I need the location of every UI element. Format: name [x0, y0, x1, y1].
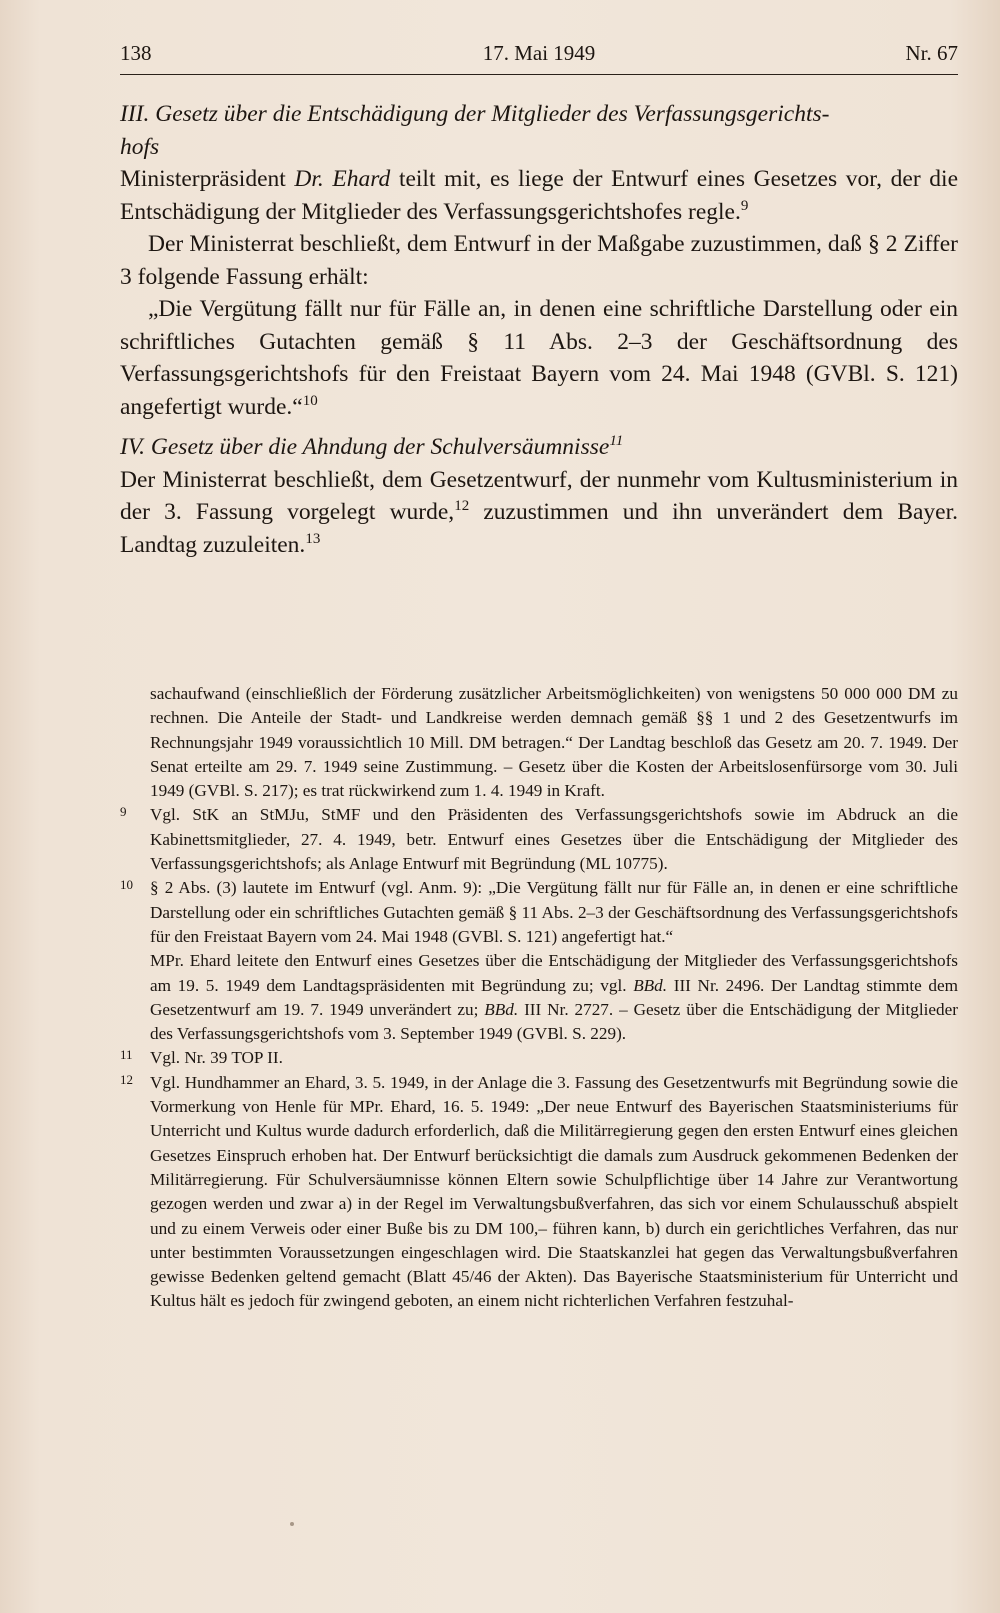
footnote-continuation: sachaufwand (einschließlich der Förderung zusätzlicher Arbeitsmöglichkeiten) von wenigstens 50 000 000 DM zu rechnen. Die Anteile der Stadt- und Landkreise werden demnach gemäß §§ 1 und 2 des Gesetzentwurfs im Rechnungsjahr 1949 voraussichtlich 10 Mill. DM betragen.“ Der Landtag beschloß das Gesetz am 20. 7. 1949. Der Senat erteilte am 29. 7. 1949 seine Zustimmung. – Gesetz über die Kosten der Arbeitslosenfürsorge vom 30. Juli 1949 (GVBl. S. 217); es trat rückwirkend zum 1. 4. 1949 in Kraft.	[150, 684, 958, 801]
footnote-number: 9	[120, 804, 127, 820]
section-4-title: IV. Gesetz über die Ahndung der Schulversäumnisse$^{11}$	[120, 433, 624, 460]
main-text	[120, 98, 958, 561]
section-3-title: III. Gesetz über die Entschädigung der Mitglieder des Verfassungsgerichts- hofs	[120, 101, 830, 160]
footnote-ref-10[interactable]: 10	[302, 392, 318, 409]
header-date: 17. Mai 1949	[482, 41, 596, 65]
person-name: Dr. Ehard	[294, 166, 391, 192]
footnote-number: 12	[120, 1071, 133, 1087]
footnote-number: 10	[120, 877, 133, 893]
page-number: 138	[120, 41, 152, 65]
footnotes	[120, 682, 958, 1314]
footnote-ref-13[interactable]: 13	[305, 530, 321, 547]
footnote-12: 12 Vgl. Hundhammer an Ehard, 3. 5. 1949, in der Anlage die 3. Fassung des Gesetzentwurfs mit Begründung sowie die Vormerkung von Henle für MPr. Ehard, 16. 5. 1949: „Der neue Entwurf des Bayerischen Staatsministeriums für Unterricht und Kultus wurde dadurch erforderlich, daß die Militärregierung gegen den ersten Entwurf eines gleichen Gesetzes Einspruch erhoben hat. Der Entwurf berücksichtigt die damals zum Ausdruck gekommenen Bedenken der Militärregierung. Für Schulversäumnisse können Eltern sowie Schulpflichtige über 14 Jahre zur Verantwortung gezogen werden und zwar a) in der Regel im Verwaltungsbußverfahren, das sich vor einem Schulausschuß abspielt und zu einem Verweis oder einer Buße bis zu DM 100,– führen kann, b) durch ein gerichtliches Verfahren, das nur unter bestimmten Voraussetzungen eingeschlagen wird. Die Staatskanzlei hat gegen das Verwaltungsbußverfahren gewisse Bedenken geltend gemacht (Blatt 45/46 der Akten). Das Bayerische Staatsministerium für Unterricht und Kultus hält es jedoch für zwingend geboten, an einem nicht richterlichen Verfahren festzuhal-	[120, 1071, 958, 1314]
footnote-9: 9 Vgl. StK an StMJu, StMF und den Präsidenten des Verfassungsgerichtshofs sowie im Abdruck an die Kabinettsmitglieder, 27. 4. 1949, betr. Entwurf eines Gesetzes über die Entschädigung der Mitglieder des Verfassungsgerichtshofs; als Anlage Entwurf mit Begründung (ML 10775).	[120, 803, 958, 876]
running-header	[120, 36, 958, 70]
footnote-number: 11	[120, 1047, 133, 1063]
header-rule	[120, 74, 958, 75]
section-3-paragraph-2: Der Ministerrat beschließt, dem Entwurf in der Maßgabe zuzustimmen, daß § 2 Ziffer 3 folgende Fassung erhält:	[120, 231, 958, 290]
footnote-ref-12[interactable]: 12	[454, 498, 470, 515]
footnote-ref-9[interactable]: 9	[740, 197, 749, 214]
section-3-paragraph-1: Ministerpräsident Dr. Ehard teilt mit, es liege der Entwurf eines Gesetzes vor, der die Entschädigung der Mitglieder des Verfassungsgerichtshofes regle.$^9$	[120, 166, 959, 225]
footnote-11: 11 Vgl. Nr. 39 TOP II.	[120, 1046, 958, 1070]
paper-speck	[290, 1522, 294, 1526]
section-3-quote: „Die Vergütung fällt nur für Fälle an, in denen eine schriftliche Darstellung oder ein schriftliches Gutachten gemäß § 11 Abs. 2–3 der Geschäftsordnung des Verfassungsgerichtshofs für den Freistaat Bayern vom 24. Mai 1948 (GVBl. S. 121) angefertigt wurde.“$^{10}$	[120, 296, 958, 420]
footnote-10-continuation: MPr. Ehard leitete den Entwurf eines Gesetzes über die Entschädigung der Mitglieder des Verfassungsgerichtshofs am 19. 5. 1949 dem Landtagspräsidenten mit Begründung zu; vgl. BBd. III Nr. 2496. Der Landtag stimmte dem Gesetzentwurf am 19. 7. 1949 unverändert zu; BBd. III Nr. 2727. – Gesetz über die Entschädigung der Mitglieder des Verfassungsgerichtshofs vom 3. September 1949 (GVBl. S. 229).	[150, 951, 958, 1044]
header-issue-number: Nr. 67	[905, 41, 958, 65]
footnote-10: 10 § 2 Abs. (3) lautete im Entwurf (vgl. Anm. 9): „Die Vergütung fällt nur für Fälle an, in denen er eine schriftliche Darstellung oder ein schriftliches Gutachten gemäß § 11 Abs. 2–3 der Geschäftsordnung des Verfassungsgerichtshofs für den Freistaat Bayern vom 24. Mai 1948 (GVBl. S. 121) angefertigt hat.“	[120, 876, 958, 949]
footnote-ref-11[interactable]: 11	[609, 433, 624, 450]
section-4-paragraph: Der Ministerrat beschließt, dem Gesetzentwurf, der nunmehr vom Kultusministerium in der 3. Fassung vorgelegt wurde,$^{12}$ zuzustimmen und ihn unverändert dem Bayer. Landtag zuzuleiten.$^{13}$	[120, 466, 959, 558]
